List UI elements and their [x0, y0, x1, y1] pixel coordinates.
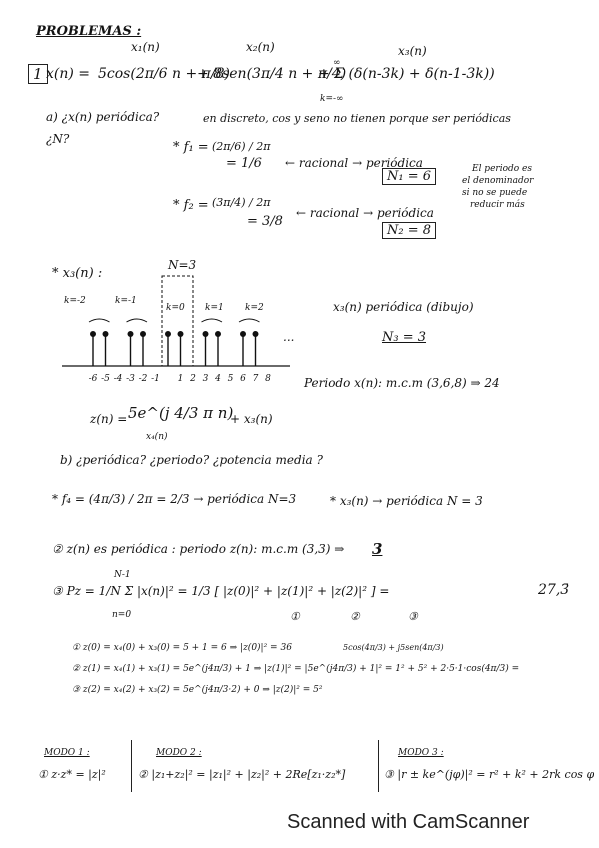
group-brace-k2 — [239, 319, 260, 322]
period-x-line: Periodo x(n): m.c.m (3,6,8) ⇒ 24 — [304, 376, 500, 390]
n2-box: N₂ = 8 — [382, 222, 436, 239]
power-line: ③ Pz = 1/N Σ |x(n)|² = 1/3 [ |z(0)|² + |z(1)|² + |z(2)|² ] = — [52, 584, 390, 598]
f1-value: = 1/6 — [226, 156, 262, 171]
x3-periodic-note: x₃(n) periódica (dibujo) — [333, 300, 474, 314]
sum-lower: k=-∞ — [320, 94, 344, 104]
f4-line: * f₄ = (4π/3) / 2π = 2/3 → periódica N=3 — [52, 492, 297, 506]
mode-divider-1 — [131, 740, 132, 792]
axis-tick-label: -4 — [113, 374, 123, 384]
group-brace-k-1 — [127, 319, 148, 322]
part-a-question-n: ¿N? — [46, 132, 70, 146]
stem-dot-n6 — [241, 332, 246, 337]
n1-box: N₁ = 6 — [382, 168, 436, 185]
comp-line1: ① z(0) = x₄(0) + x₃(0) = 5 + 1 = 6 ⇒ |z(0)|² = 36 — [72, 643, 292, 653]
stem-dot-n-6 — [91, 332, 96, 337]
k-label-m1: k=-1 — [115, 296, 137, 306]
circled-2: ② — [350, 610, 360, 623]
f1-arrow: ← racional → periódica — [285, 156, 423, 170]
ellipsis-dots: ... — [283, 330, 295, 344]
mode-divider-2 — [378, 740, 379, 792]
period-highlight-box — [162, 276, 193, 366]
camscanner-watermark: Scanned with CamScanner — [287, 811, 530, 833]
equation-term2: + 8sen(3π/4 n + π/4) — [197, 66, 347, 82]
stem-dot-n-2 — [141, 332, 146, 337]
stem-dot-n0 — [166, 332, 171, 337]
mode1-title: MODO 1 : — [44, 748, 90, 758]
part-a-comment: en discreto, cos y seno no tienen porque ser periódicas — [203, 112, 511, 125]
axis-tick-label: 1 — [177, 374, 184, 384]
axis-tick-label: -2 — [138, 374, 148, 384]
x3-heading: * x₃(n) : — [52, 266, 103, 281]
k-label-m2: k=-2 — [64, 296, 86, 306]
stem-dot-n-5 — [103, 332, 108, 337]
f1-fraction: (2π/6) / 2π — [212, 140, 271, 153]
equation-term3: + Σ (δ(n-3k) + δ(n-1-3k)) — [318, 66, 495, 82]
z-def-exp: 5e^(j 4/3 π n) — [128, 404, 234, 422]
part-a-question: a) ¿x(n) periódica? — [46, 110, 160, 124]
z-def-plus: + x₃(n) — [230, 412, 273, 426]
axis-tick-label: 7 — [252, 374, 259, 384]
stem-dot-n3 — [203, 332, 208, 337]
comp-line2: ② z(1) = x₄(1) + x₃(1) = 5e^(j4π/3) + 1 ⇒ |z(1)|² = |5e^(j4π/3) + 1|² = 1² + 5² + 2·5·1·cos(4π/3) = — [72, 664, 520, 674]
group-brace-k1 — [202, 319, 223, 322]
note-line2: el denominador — [462, 176, 534, 186]
note-line3: si no se puede — [462, 188, 528, 198]
problem-number: 1 — [28, 64, 48, 84]
k-label-2: k=2 — [245, 303, 264, 313]
f1-lhs: * f₁ = — [173, 140, 209, 155]
page-title: PROBLEMAS : — [36, 24, 142, 39]
circled-3: ③ — [408, 610, 418, 623]
note-line1: El periodo es — [472, 164, 532, 174]
f2-lhs: * f₂ = — [173, 198, 209, 213]
axis-tick-label: 8 — [265, 374, 271, 384]
mode2-formula: ② |z₁+z₂|² = |z₁|² + |z₂|² + 2Re[z₁·z₂*] — [138, 768, 346, 781]
group-brace-k-2 — [89, 319, 110, 322]
axis-tick-label: -1 — [151, 374, 160, 384]
comp-line1-side: 5cos(4π/3) + j5sen(4π/3) — [343, 643, 444, 652]
note-line4: reducir más — [470, 200, 525, 210]
stem-dot-n7 — [253, 332, 258, 337]
equation-term1: 5cos(2π/6 n + π/8) — [98, 66, 230, 82]
z-periodic-line: ② z(n) es periódica : periodo z(n): m.c.m (3,3) ⇒ — [52, 542, 345, 556]
f2-fraction: (3π/4) / 2π — [212, 196, 271, 209]
k-label-1: k=1 — [205, 303, 224, 313]
x3-periodic-line: * x₃(n) → periódica N = 3 — [330, 494, 483, 508]
stem-dot-n4 — [216, 332, 221, 337]
n3-value: N₃ = 3 — [382, 330, 427, 345]
power-value: 27,3̄ — [538, 582, 570, 598]
axis-tick-label: 2 — [190, 374, 196, 384]
label-x2: x₂(n) — [246, 40, 275, 54]
power-sum-upper: N-1 — [114, 570, 131, 580]
axis-tick-label: 4 — [215, 374, 221, 384]
mode3-formula: ③ |r ± ke^(jφ)|² = r² + k² + 2rk cos φ — [384, 768, 595, 781]
circled-1: ① — [290, 610, 300, 623]
label-x1: x₁(n) — [131, 40, 160, 54]
stem-dot-n1 — [178, 332, 183, 337]
comp-line3: ③ z(2) = x₄(2) + x₃(2) = 5e^(j4π/3·2) + 0 ⇒ |z(2)|² = 5² — [72, 685, 323, 695]
axis-tick-label: 6 — [240, 374, 246, 384]
label-x3: x₃(n) — [398, 44, 427, 58]
mode1-formula: ① z·z* = |z|² — [38, 768, 106, 781]
sum-upper: ∞ — [333, 58, 341, 68]
k-label-0: k=0 — [166, 303, 185, 313]
axis-tick-label: 5 — [227, 374, 234, 384]
z-period-value: 3 — [372, 540, 383, 558]
axis-tick-label: 3 — [202, 374, 209, 384]
mode2-title: MODO 2 : — [156, 748, 202, 758]
stem-dot-n-3 — [128, 332, 133, 337]
z-def-lhs: z(n) = — [90, 412, 128, 426]
axis-tick-label: -5 — [101, 374, 110, 384]
axis-tick-label: -3 — [126, 374, 135, 384]
z-def-underlabel: x₄(n) — [146, 432, 168, 442]
f2-value: = 3/8 — [247, 214, 283, 229]
mode3-title: MODO 3 : — [398, 748, 444, 758]
equation-lhs: x(n) = — [46, 66, 91, 82]
n-label: N=3 — [168, 258, 197, 272]
part-b-question: b) ¿periódica? ¿periodo? ¿potencia media ? — [60, 453, 323, 467]
power-sum-lower: n=0 — [112, 610, 132, 620]
f2-arrow: ← racional → periódica — [296, 206, 434, 220]
axis-tick-label: -6 — [88, 374, 98, 384]
